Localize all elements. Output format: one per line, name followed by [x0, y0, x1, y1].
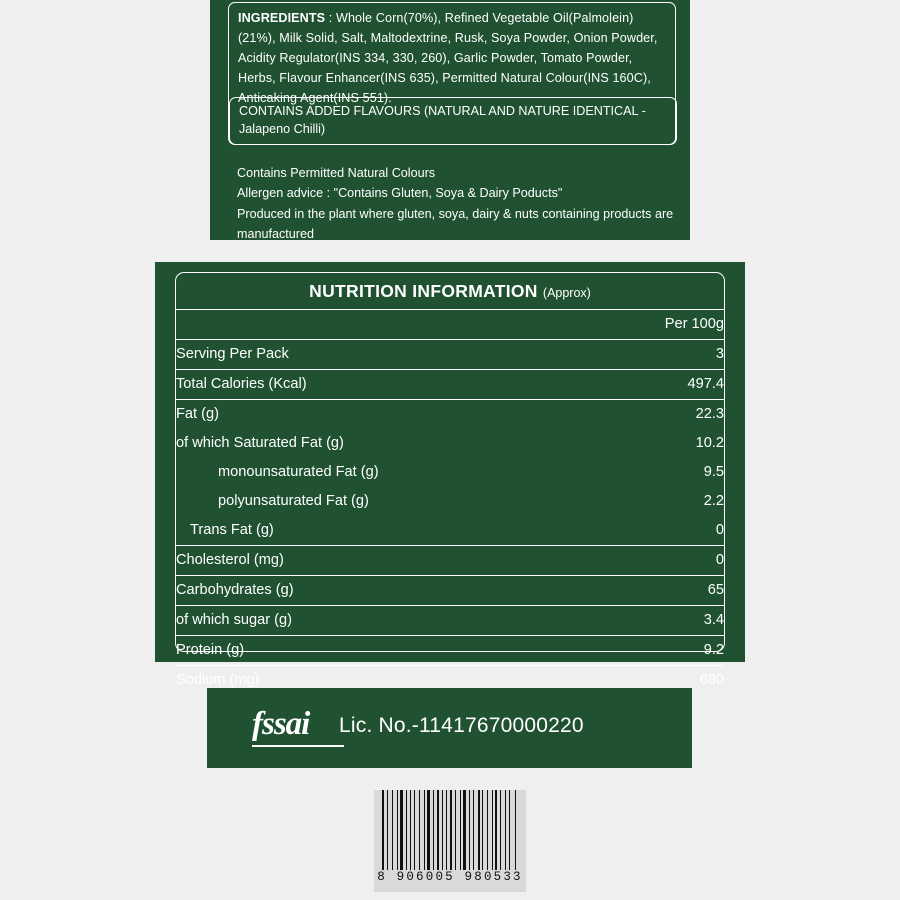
fssai-panel [207, 688, 692, 768]
header-blank-cell [176, 310, 594, 339]
row-label: Protein (g) [176, 635, 594, 665]
nutrition-approx-text: (Approx) [542, 286, 591, 300]
row-label: of which Saturated Fat (g) [176, 434, 344, 451]
ingredients-heading: INGREDIENTS [238, 11, 326, 25]
header-per-100g: Per 100g [594, 310, 724, 339]
row-label [176, 516, 594, 545]
row-value: 9.5 [703, 463, 724, 480]
nutrition-title [176, 273, 724, 310]
note-permitted-colours: Contains Permitted Natural Colours [237, 166, 436, 180]
table-row [176, 369, 724, 399]
note-allergen-advice: Allergen advice : "Contains Gluten, Soya & Dairy Poducts" [237, 186, 563, 201]
table-row [176, 458, 724, 487]
nutrition-title-text: NUTRITION INFORMATION [309, 281, 538, 301]
row-value: 10.2 [695, 434, 724, 451]
table-header-row [176, 310, 724, 339]
row-value: 3.4 [594, 605, 724, 635]
barcode-bars [382, 790, 518, 870]
added-flavours-box [229, 97, 677, 145]
row-label: Cholesterol (mg) [176, 545, 594, 575]
added-flavours-text: CONTAINS ADDED FLAVOURS (NATURAL AND NATURE IDENTICAL - Jalapeno Chilli) [239, 103, 646, 137]
row-label-text: Trans Fat (g) [190, 521, 274, 538]
row-value: 9.2 [594, 635, 724, 665]
row-value: 3 [594, 339, 724, 369]
row-value: 0 [594, 545, 724, 575]
ingredients-text [238, 9, 666, 108]
fssai-logo-underline [252, 745, 344, 747]
ingredients-body: : Whole Corn(70%), Refined Vegetable Oil(Palmolein)(21%), Milk Solid, Salt, Maltodextrine, Rusk, Soya Powder, Onion Powder, Acidity Regulator(INS 334, 330, 260), Garlic Powder, Tomato Powder, Herbs, Flavour Enhancer(INS 635), Permitted Natural Colour(INS 160C), Anticaking Agent(INS 551). [238, 11, 658, 105]
row-value: 22.3 [695, 405, 724, 422]
table-row [176, 575, 724, 605]
nutrition-table [176, 310, 724, 695]
allergen-notes [237, 163, 687, 245]
row-label: Sodium (mg) [176, 671, 260, 688]
nutrition-panel [155, 262, 745, 688]
row-value: 65 [594, 575, 724, 605]
row-value: 0 [594, 516, 724, 545]
table-row [176, 605, 724, 635]
barcode [374, 790, 526, 892]
row-label: Carbohydrates (g) [176, 575, 594, 605]
row-label: Serving Per Pack [176, 339, 594, 369]
table-row [176, 399, 724, 428]
row-label-text: polyunsaturated Fat (g) [218, 492, 369, 509]
row-value: 2.2 [703, 492, 724, 509]
table-row [176, 545, 724, 575]
fssai-logo-icon: fssai [252, 706, 310, 742]
ingredients-box [228, 2, 676, 145]
row-label-text: monounsaturated Fat (g) [218, 463, 379, 480]
row-label [176, 487, 594, 516]
row-label: Fat (g) [176, 405, 219, 422]
fssai-licence-number: Lic. No.-11417670000220 [339, 714, 584, 737]
row-value: 680 [699, 671, 724, 688]
table-row [176, 429, 724, 458]
nutrition-table-container [175, 272, 725, 688]
row-label: Total Calories (Kcal) [176, 369, 594, 399]
row-value: 497.4 [594, 369, 724, 399]
table-row [176, 635, 724, 665]
ingredients-panel [210, 0, 690, 240]
note-plant-production: Produced in the plant where gluten, soya, dairy & nuts containing products are manufactured [237, 206, 674, 242]
row-label [176, 458, 594, 487]
barcode-number: 8 906005 980533 [377, 870, 523, 884]
table-row [176, 339, 724, 369]
row-label: of which sugar (g) [176, 605, 594, 635]
nutrition-table-body [176, 310, 724, 695]
table-row [176, 487, 724, 516]
table-row [176, 516, 724, 545]
